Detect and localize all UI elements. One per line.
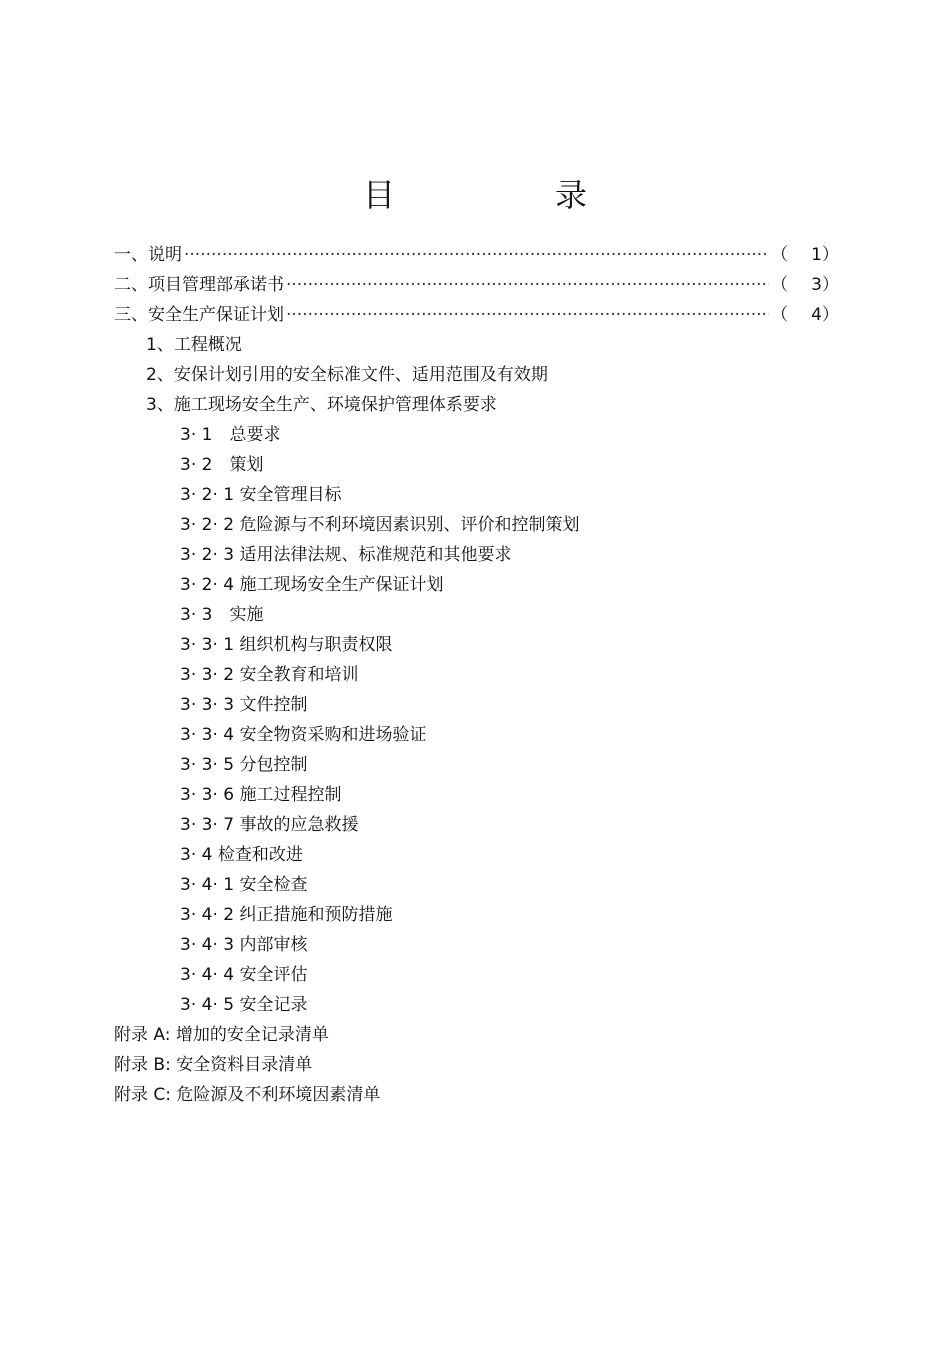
toc-subentry[interactable] <box>114 540 839 570</box>
toc-entry-1[interactable] <box>114 240 839 270</box>
page-paren: （ <box>771 305 788 325</box>
toc-subentry[interactable] <box>114 360 839 390</box>
toc-entry-text: 3· 4· 2 纠正措施和预防措施 <box>180 905 393 925</box>
toc-subentry[interactable] <box>114 720 839 750</box>
toc-subentry[interactable] <box>114 660 839 690</box>
toc-entry-text: 3· 1 总要求 <box>180 425 281 445</box>
toc-entry-text: 3、施工现场安全生产、环境保护管理体系要求 <box>146 395 497 415</box>
toc-entry-text: 3· 3· 6 施工过程控制 <box>180 785 342 805</box>
toc-entry-text: 3· 3· 5 分包控制 <box>180 755 308 775</box>
toc-subentry[interactable] <box>114 990 839 1020</box>
page-number: 1） <box>811 245 839 265</box>
toc-entry-text: 3· 2· 3 适用法律法规、标准规范和其他要求 <box>180 545 512 565</box>
toc-entry-text: 3· 4· 3 内部审核 <box>180 935 308 955</box>
toc-entry-text: 附录 B: 安全资料目录清单 <box>114 1055 313 1075</box>
toc-entry-text: 3· 2· 4 施工现场安全生产保证计划 <box>180 575 444 595</box>
page-title: 目 录 <box>362 176 651 214</box>
toc-subentry[interactable] <box>114 330 839 360</box>
toc-entry-text: 3· 3 实施 <box>180 605 264 625</box>
toc-subentry[interactable] <box>114 930 839 960</box>
toc-entry-2[interactable] <box>114 270 839 300</box>
toc-subentry[interactable] <box>114 900 839 930</box>
page-paren: （ <box>771 245 788 265</box>
toc-appendix-c[interactable] <box>114 1080 839 1110</box>
toc-entry-text: 附录 A: 增加的安全记录清单 <box>114 1025 329 1045</box>
toc-entry-text: 3· 4· 5 安全记录 <box>180 995 308 1015</box>
toc-subentry[interactable] <box>114 690 839 720</box>
toc-entry-text: 3· 3· 2 安全教育和培训 <box>180 665 359 685</box>
toc-subentry[interactable] <box>114 510 839 540</box>
toc-entry-text: 3· 4· 1 安全检查 <box>180 875 308 895</box>
toc-entry-text: 3· 2 策划 <box>180 455 264 475</box>
toc-entry-3[interactable] <box>114 300 839 330</box>
toc-entry-text: 2、安保计划引用的安全标准文件、适用范围及有效期 <box>146 365 548 385</box>
toc-entry-text: 3· 4 检查和改进 <box>180 845 303 865</box>
toc-entry-text: 3· 3· 1 组织机构与职责权限 <box>180 635 393 655</box>
toc-subentry[interactable] <box>114 450 839 480</box>
toc-entry-text: 3· 2· 1 安全管理目标 <box>180 485 342 505</box>
toc-entry-text: 附录 C: 危险源及不利环境因素清单 <box>114 1085 381 1105</box>
toc-subentry[interactable] <box>114 420 839 450</box>
toc-subentry[interactable] <box>114 600 839 630</box>
toc-subentry[interactable] <box>114 480 839 510</box>
toc-subentry[interactable] <box>114 630 839 660</box>
toc-entry-text: 一、说明 <box>114 245 182 265</box>
leader-dots <box>286 270 769 300</box>
toc-subentry[interactable] <box>114 390 839 420</box>
toc-entry-text: 3· 3· 4 安全物资采购和进场验证 <box>180 725 427 745</box>
toc-entry-text: 3· 3· 7 事故的应急救援 <box>180 815 359 835</box>
toc-appendix-b[interactable] <box>114 1050 839 1080</box>
toc-subentry[interactable] <box>114 570 839 600</box>
page-paren: （ <box>771 275 788 295</box>
page-number: 4） <box>811 305 839 325</box>
toc-entry-text: 三、安全生产保证计划 <box>114 305 284 325</box>
toc-subentry[interactable] <box>114 780 839 810</box>
table-of-contents <box>114 240 839 1110</box>
toc-appendix-a[interactable] <box>114 1020 839 1050</box>
toc-subentry[interactable] <box>114 840 839 870</box>
leader-dots <box>286 300 769 330</box>
toc-subentry[interactable] <box>114 810 839 840</box>
toc-entry-text: 1、工程概况 <box>146 335 242 355</box>
toc-subentry[interactable] <box>114 960 839 990</box>
toc-entry-text: 3· 4· 4 安全评估 <box>180 965 308 985</box>
toc-subentry[interactable] <box>114 870 839 900</box>
leader-dots <box>184 240 769 270</box>
toc-entry-text: 3· 3· 3 文件控制 <box>180 695 308 715</box>
toc-entry-text: 二、项目管理部承诺书 <box>114 275 284 295</box>
page-number: 3） <box>811 275 839 295</box>
toc-subentry[interactable] <box>114 750 839 780</box>
toc-entry-text: 3· 2· 2 危险源与不利环境因素识别、评价和控制策划 <box>180 515 580 535</box>
